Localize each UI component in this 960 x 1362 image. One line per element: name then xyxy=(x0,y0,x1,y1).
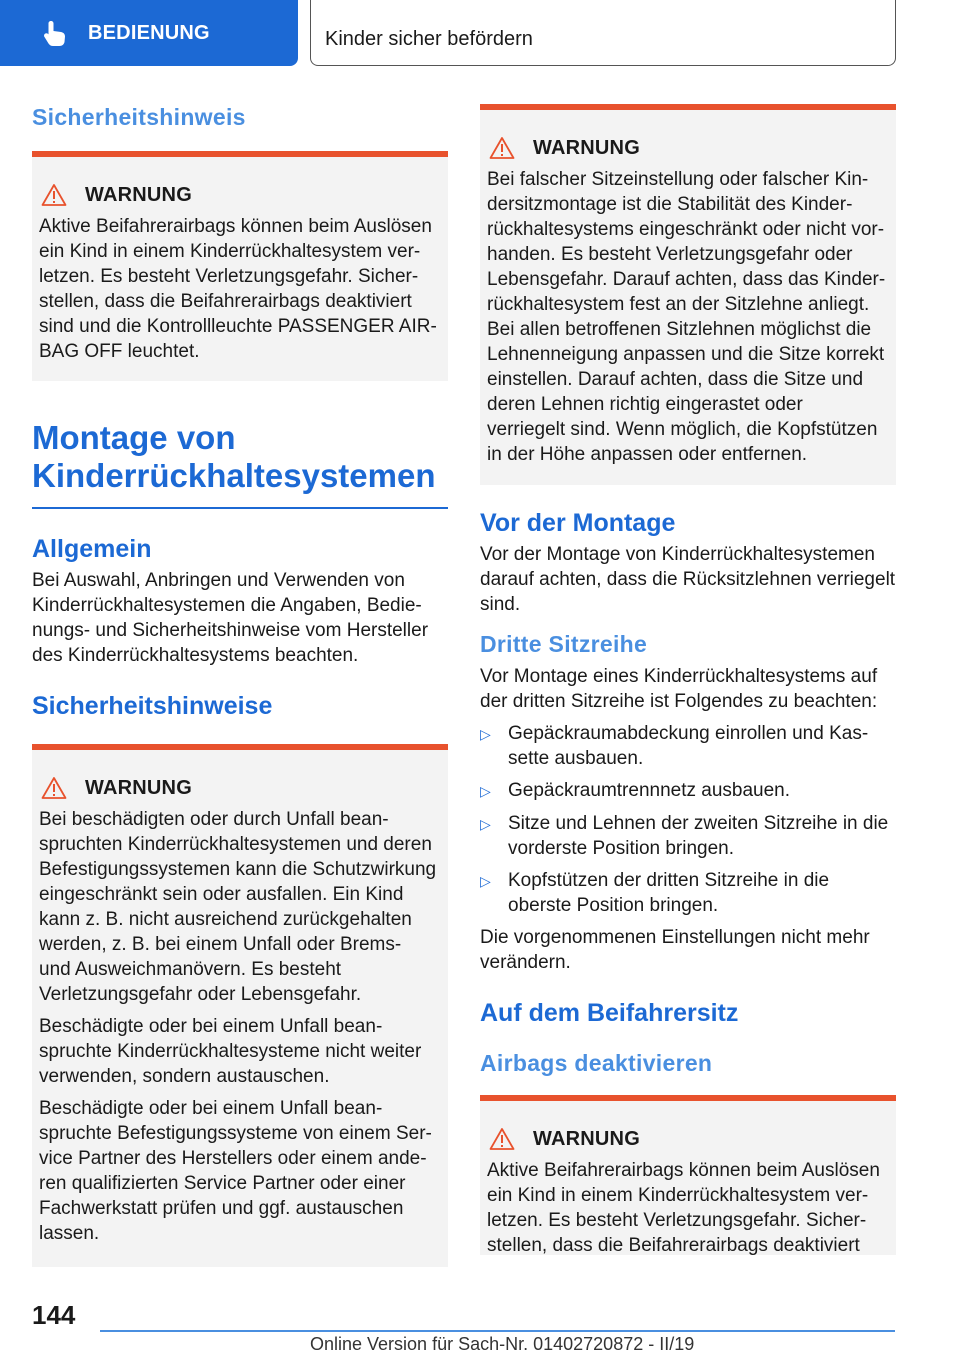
subheading-sicherheitshinweise: Sicherheitshinweise xyxy=(32,692,273,720)
list-item-text: Gepäckraumtrennnetz ausbauen. xyxy=(508,780,791,801)
vor-der-montage-paragraph: Vor der Montage von Kinderrückhaltesystemen darauf achten, dass die Rücksitzlehnen verriegelt sind. xyxy=(480,544,896,615)
warning-header xyxy=(487,136,886,160)
list-item xyxy=(480,721,896,771)
triangle-bullet-icon: ▷ xyxy=(480,816,491,832)
chapter-heading-line1: Montage von xyxy=(32,419,236,456)
warning-text: Aktive Beifahrerairbags können beim Auslösen ein Kind in einem Kinderrückhaltesystem verletzen. Es besteht Verletzungsgefahr. Sicherstellen, dass die Beifahrerairbags deaktiviert xyxy=(487,1160,880,1255)
heading-rule xyxy=(32,507,448,509)
list-item xyxy=(480,868,896,918)
warning-box xyxy=(32,151,448,381)
warning-text-3: Beschädigte oder bei einem Unfall beanspruchte Befestigungssysteme von einem Service Partner des Herstellers oder einem anderen qualifizierten Service Partner oder einer Fachwerkstatt prüfen und ggf. austauschen lassen. xyxy=(39,1098,432,1244)
warning-triangle-icon xyxy=(489,136,515,160)
triangle-bullet-icon: ▷ xyxy=(480,726,491,742)
dritte-sitzreihe-paragraph: Vor Montage eines Kinderrückhaltesystems auf der dritten Sitzreihe ist Folgendes zu beachten: xyxy=(480,666,878,712)
warning-text-1: Bei beschädigten oder durch Unfall beanspruchten Kinderrückhaltesystemen und deren Befestigungssystemen kann die Schutzwirkung eingeschränkt sein oder ausfallen. Ein Kind kann z. B. nicht ausreichend zurückgehalten werden, z. B. bei einem Unfall oder Brems- und Ausweichmanövern. Es besteht Verletzungsgefahr oder Lebensgefahr. xyxy=(39,809,437,1005)
allgemein-paragraph: Bei Auswahl, Anbringen und Verwenden von Kinderrückhaltesystemen die Angaben, Bedienungs- und Sicherheitshinweise vom Hersteller des Kinderrückhaltesystems beachten. xyxy=(32,570,429,666)
warning-header xyxy=(39,776,438,800)
section-heading-sicherheitshinweis: Sicherheitshinweis xyxy=(32,104,246,130)
page-number: 144 xyxy=(32,1300,76,1330)
section-label: BEDIENUNG xyxy=(88,21,210,44)
after-steps-paragraph: Die vorgenommenen Einstellungen nicht mehr verändern. xyxy=(480,927,870,973)
warning-label: WARNUNG xyxy=(85,183,192,206)
steps-list xyxy=(480,721,896,918)
warning-header xyxy=(487,1127,886,1151)
warning-text: Bei falscher Sitzeinstellung oder falscher Kindersitzmontage ist die Stabilität des Kinderrückhaltesystems eingeschränkt oder nicht vorhanden. Es besteht Verletzungsgefahr oder Lebensgefahr. Darauf achten, dass das Kinderrückhaltesystem fest an der Sitzlehne anliegt. Bei allen betroffenen Sitzlehnen möglichst die Lehnenneigung anpassen und die Sitze korrekt einstellen. Darauf achten, dass die Sitze und deren Lehnen richtig eingerastet oder verriegelt sind. Wenn möglich, die Kopfstützen in der Höhe anpassen oder entfernen. xyxy=(487,169,886,465)
list-item xyxy=(480,778,896,804)
warning-label: WARNUNG xyxy=(533,136,640,159)
warning-header xyxy=(39,183,438,207)
warning-label: WARNUNG xyxy=(85,776,192,799)
page-header xyxy=(0,0,960,66)
triangle-bullet-icon: ▷ xyxy=(480,873,491,889)
hand-pointer-icon xyxy=(40,18,70,48)
list-item-text: Kopfstützen der dritten Sitzreihe in die oberste Position bringen. xyxy=(508,870,830,916)
right-column xyxy=(480,100,896,1255)
subheading-airbags-deaktivieren: Airbags deaktivieren xyxy=(480,1050,713,1076)
list-item-text: Gepäckraumabdeckung einrollen und Kassette ausbauen. xyxy=(508,723,869,769)
chapter-heading-line2: Kinderrückhaltesystemen xyxy=(32,457,436,494)
chapter-heading xyxy=(32,419,448,495)
warning-triangle-icon xyxy=(41,776,67,800)
footer-rule xyxy=(100,1330,895,1332)
warning-box xyxy=(32,744,448,1267)
warning-text: Aktive Beifahrerairbags können beim Auslösen ein Kind in einem Kinderrückhaltesystem verletzen. Es besteht Verletzungsgefahr. Sicherstellen, dass die Beifahrerairbags deaktiviert sind und die Kontrollleuchte PASSENGER AIRBAG OFF leuchtet. xyxy=(39,216,437,362)
warning-label: WARNUNG xyxy=(533,1127,640,1150)
subheading-allgemein: Allgemein xyxy=(32,535,152,563)
list-item-text: Sitze und Lehnen der zweiten Sitzreihe in die vorderste Position bringen. xyxy=(508,813,889,859)
footer-online-version: Online Version für Sach-Nr. 01402720872 - II/19 xyxy=(310,1334,695,1354)
warning-box xyxy=(480,1095,896,1255)
warning-triangle-icon xyxy=(41,183,67,207)
chapter-title: Kinder sicher befördern xyxy=(310,0,896,66)
section-tab xyxy=(0,0,298,66)
warning-triangle-icon xyxy=(489,1127,515,1151)
triangle-bullet-icon: ▷ xyxy=(480,783,491,799)
list-item xyxy=(480,811,896,861)
left-column xyxy=(32,100,448,1267)
subheading-dritte-sitzreihe: Dritte Sitzreihe xyxy=(480,631,648,657)
subheading-beifahrersitz: Auf dem Beifahrersitz xyxy=(480,999,739,1027)
subheading-vor-der-montage: Vor der Montage xyxy=(480,509,676,537)
warning-box xyxy=(480,104,896,485)
warning-text-2: Beschädigte oder bei einem Unfall beanspruchte Kinderrückhaltesysteme nicht weiter verwenden, sondern austauschen. xyxy=(39,1016,422,1087)
